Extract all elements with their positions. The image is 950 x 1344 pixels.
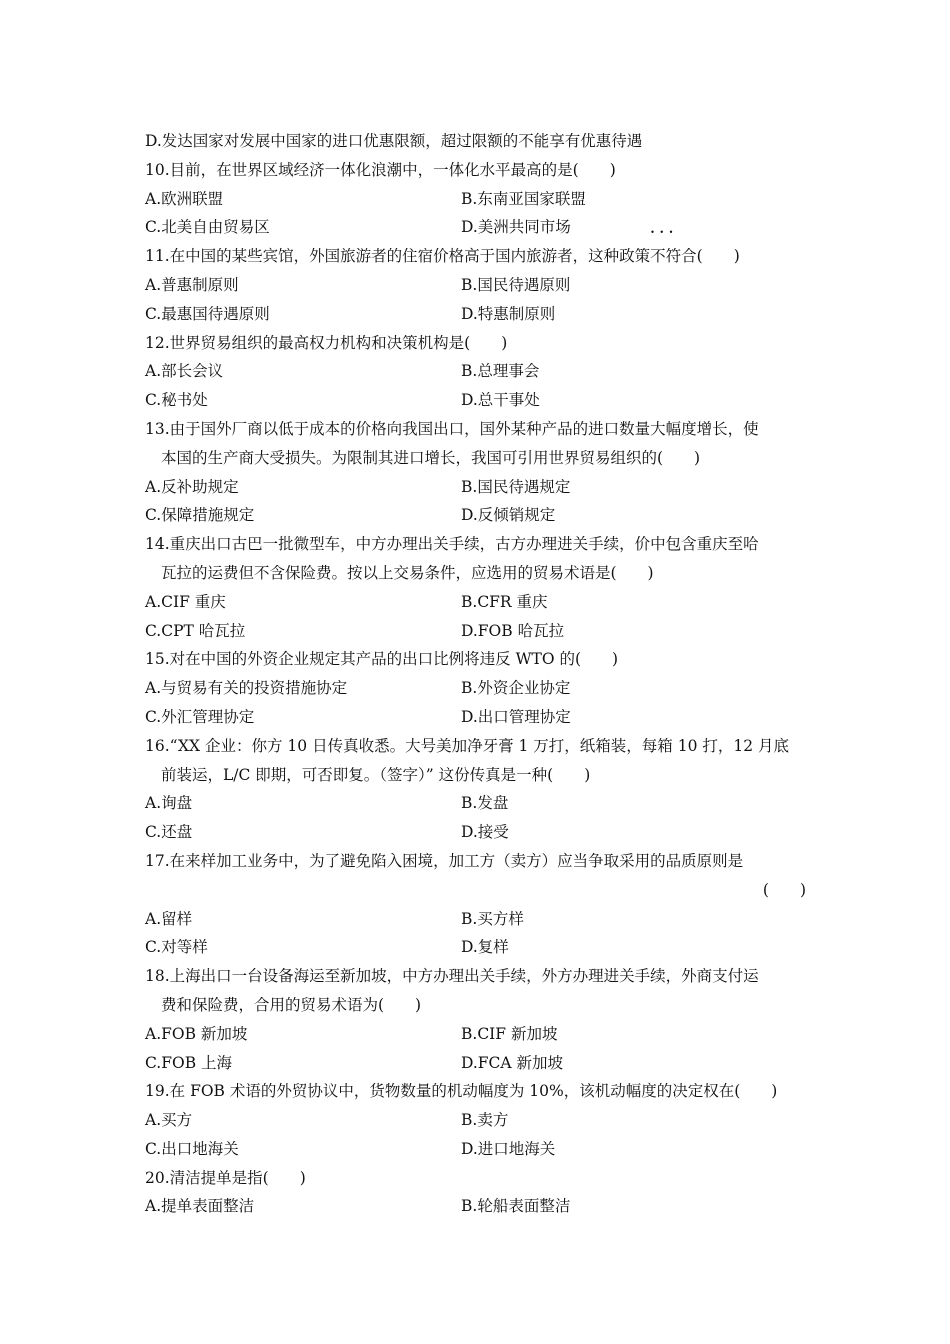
question-14-options-cd <box>145 617 810 646</box>
q17-option-b: B.买方样 <box>461 909 524 928</box>
q13-option-d: D.反倾销规定 <box>461 506 556 525</box>
question-17-options-cd <box>145 933 810 962</box>
q19-option-d: D.进口地海关 <box>461 1139 556 1158</box>
question-18-line-2: 费和保险费，合用的贸易术语为( ) <box>161 995 422 1014</box>
q10-option-a: A.欧洲联盟 <box>145 189 224 208</box>
question-19-options-ab <box>145 1106 810 1135</box>
question-17-line-1: 17.在来样加工业务中，为了避免陷入困境，加工方（卖方）应当争取采用的品质原则是 <box>145 851 744 870</box>
question-15-options-cd <box>145 703 810 732</box>
q14-option-c: C.CPT 哈瓦拉 <box>145 621 246 640</box>
q11-option-c: C.最惠国待遇原则 <box>145 304 270 323</box>
q16-option-a: A.询盘 <box>145 794 193 813</box>
question-17-blank: ( ) <box>762 880 806 899</box>
question-12: 12.世界贸易组织的最高权力机构和决策机构是( ) <box>145 333 508 352</box>
q11-option-d: D.特惠制原则 <box>461 304 556 323</box>
q20-option-a: A.提单表面整洁 <box>145 1197 255 1216</box>
q12-option-c: C.秘书处 <box>145 391 208 410</box>
q14-option-b: B.CFR 重庆 <box>461 592 548 611</box>
q13-option-b: B.国民待遇规定 <box>461 477 571 496</box>
question-13-line-1: 13.由于国外厂商以低于成本的价格向我国出口，国外某种产品的进口数量大幅度增长，使 <box>145 419 759 438</box>
q14-option-d: D.FOB 哈瓦拉 <box>461 621 565 640</box>
question-16-options-cd <box>145 818 810 847</box>
question-12-options-ab <box>145 357 810 386</box>
question-11-options-ab <box>145 271 810 300</box>
question-18-options-ab <box>145 1020 810 1049</box>
q13-option-c: C.保障措施规定 <box>145 506 255 525</box>
question-13-options-ab <box>145 473 810 502</box>
q10-option-d: D.美洲共同市场 <box>461 218 571 237</box>
question-11 <box>145 242 810 271</box>
q11-emphasis: • • • 不符合 <box>650 242 697 271</box>
q19-option-a: A.买方 <box>145 1111 193 1130</box>
q20-option-b: B.轮船表面整洁 <box>461 1197 571 1216</box>
q19-option-c: C.出口地海关 <box>145 1139 239 1158</box>
q17-option-c: C.对等样 <box>145 938 208 957</box>
q18-option-b: B.CIF 新加坡 <box>461 1024 558 1043</box>
q18-option-d: D.FCA 新加坡 <box>461 1053 564 1072</box>
q18-option-c: C.FOB 上海 <box>145 1053 233 1072</box>
question-14-line-1: 14.重庆出口古巴一批微型车，中方办理出关手续，古方办理进关手续，价中包含重庆至哈 <box>145 535 759 554</box>
q16-option-c: C.还盘 <box>145 823 193 842</box>
q19-option-b: B.卖方 <box>461 1111 509 1130</box>
option-d-prev: D.发达国家对发展中国家的进口优惠限额，超过限额的不能享有优惠待遇 <box>145 132 643 150</box>
q10-option-b: B.东南亚国家联盟 <box>461 189 586 208</box>
q16-option-b: B.发盘 <box>461 794 509 813</box>
question-16-line-1: 16.“XX 企业：你方 10 日传真收悉。大号美加净牙膏 1 万打，纸箱装，每箱 10 打，12 月底 <box>145 736 790 755</box>
question-14-options-ab <box>145 588 810 617</box>
question-15-options-ab <box>145 674 810 703</box>
q10-option-c: C.北美自由贸易区 <box>145 218 270 237</box>
question-19-options-cd <box>145 1135 810 1164</box>
question-11-options-cd <box>145 300 810 329</box>
question-13-options-cd <box>145 501 810 530</box>
question-16-line-2: 前装运，L/C 即期，可否即复。（签字）” 这份传真是一种( ) <box>161 765 591 784</box>
question-20: 20.清洁提单是指( ) <box>145 1168 306 1187</box>
q15-option-c: C.外汇管理协定 <box>145 707 255 726</box>
question-18-line-1: 18.上海出口一台设备海运至新加坡，中方办理出关手续，外方办理进关手续，外商支付运 <box>145 967 759 986</box>
question-12-options-cd <box>145 386 810 415</box>
q12-option-b: B.总理事会 <box>461 362 540 381</box>
q11-option-a: A.普惠制原则 <box>145 275 239 294</box>
q11-option-b: B.国民待遇原则 <box>461 275 571 294</box>
q15-option-b: B.外资企业协定 <box>461 679 571 698</box>
question-10-options-ab <box>145 185 810 214</box>
q14-option-a: A.CIF 重庆 <box>145 592 226 611</box>
q11-blank: ( ) <box>696 247 740 266</box>
exam-page <box>145 127 810 1221</box>
q15-option-a: A.与贸易有关的投资措施协定 <box>145 679 348 698</box>
question-18-options-cd <box>145 1049 810 1078</box>
q12-option-d: D.总干事处 <box>461 391 540 410</box>
q16-option-d: D.接受 <box>461 823 509 842</box>
question-13-line-2: 本国的生产商大受损失。为限制其进口增长，我国可引用世界贸易组织的( ) <box>161 448 701 467</box>
q12-option-a: A.部长会议 <box>145 362 224 381</box>
q15-option-d: D.出口管理协定 <box>461 707 571 726</box>
question-10-options-cd <box>145 213 810 242</box>
question-19: 19.在 FOB 术语的外贸协议中，货物数量的机动幅度为 10%，该机动幅度的决定权在( ) <box>145 1082 778 1101</box>
q18-option-a: A.FOB 新加坡 <box>145 1024 248 1043</box>
q11-text: 11.在中国的某些宾馆，外国旅游者的住宿价格高于国内旅游者，这种政策 <box>145 247 651 266</box>
question-10: 10.目前，在世界区域经济一体化浪潮中，一体化水平最高的是( ) <box>145 160 616 179</box>
question-20-options-ab <box>145 1192 810 1221</box>
q13-option-a: A.反补助规定 <box>145 477 239 496</box>
q17-option-d: D.复样 <box>461 938 509 957</box>
question-15: 15.对在中国的外资企业规定其产品的出口比例将违反 WTO 的( ) <box>145 650 619 669</box>
question-17-options-ab <box>145 905 810 934</box>
question-16-options-ab <box>145 789 810 818</box>
question-14-line-2: 瓦拉的运费但不含保险费。按以上交易条件，应选用的贸易术语是( ) <box>161 563 654 582</box>
q17-option-a: A.留样 <box>145 909 193 928</box>
